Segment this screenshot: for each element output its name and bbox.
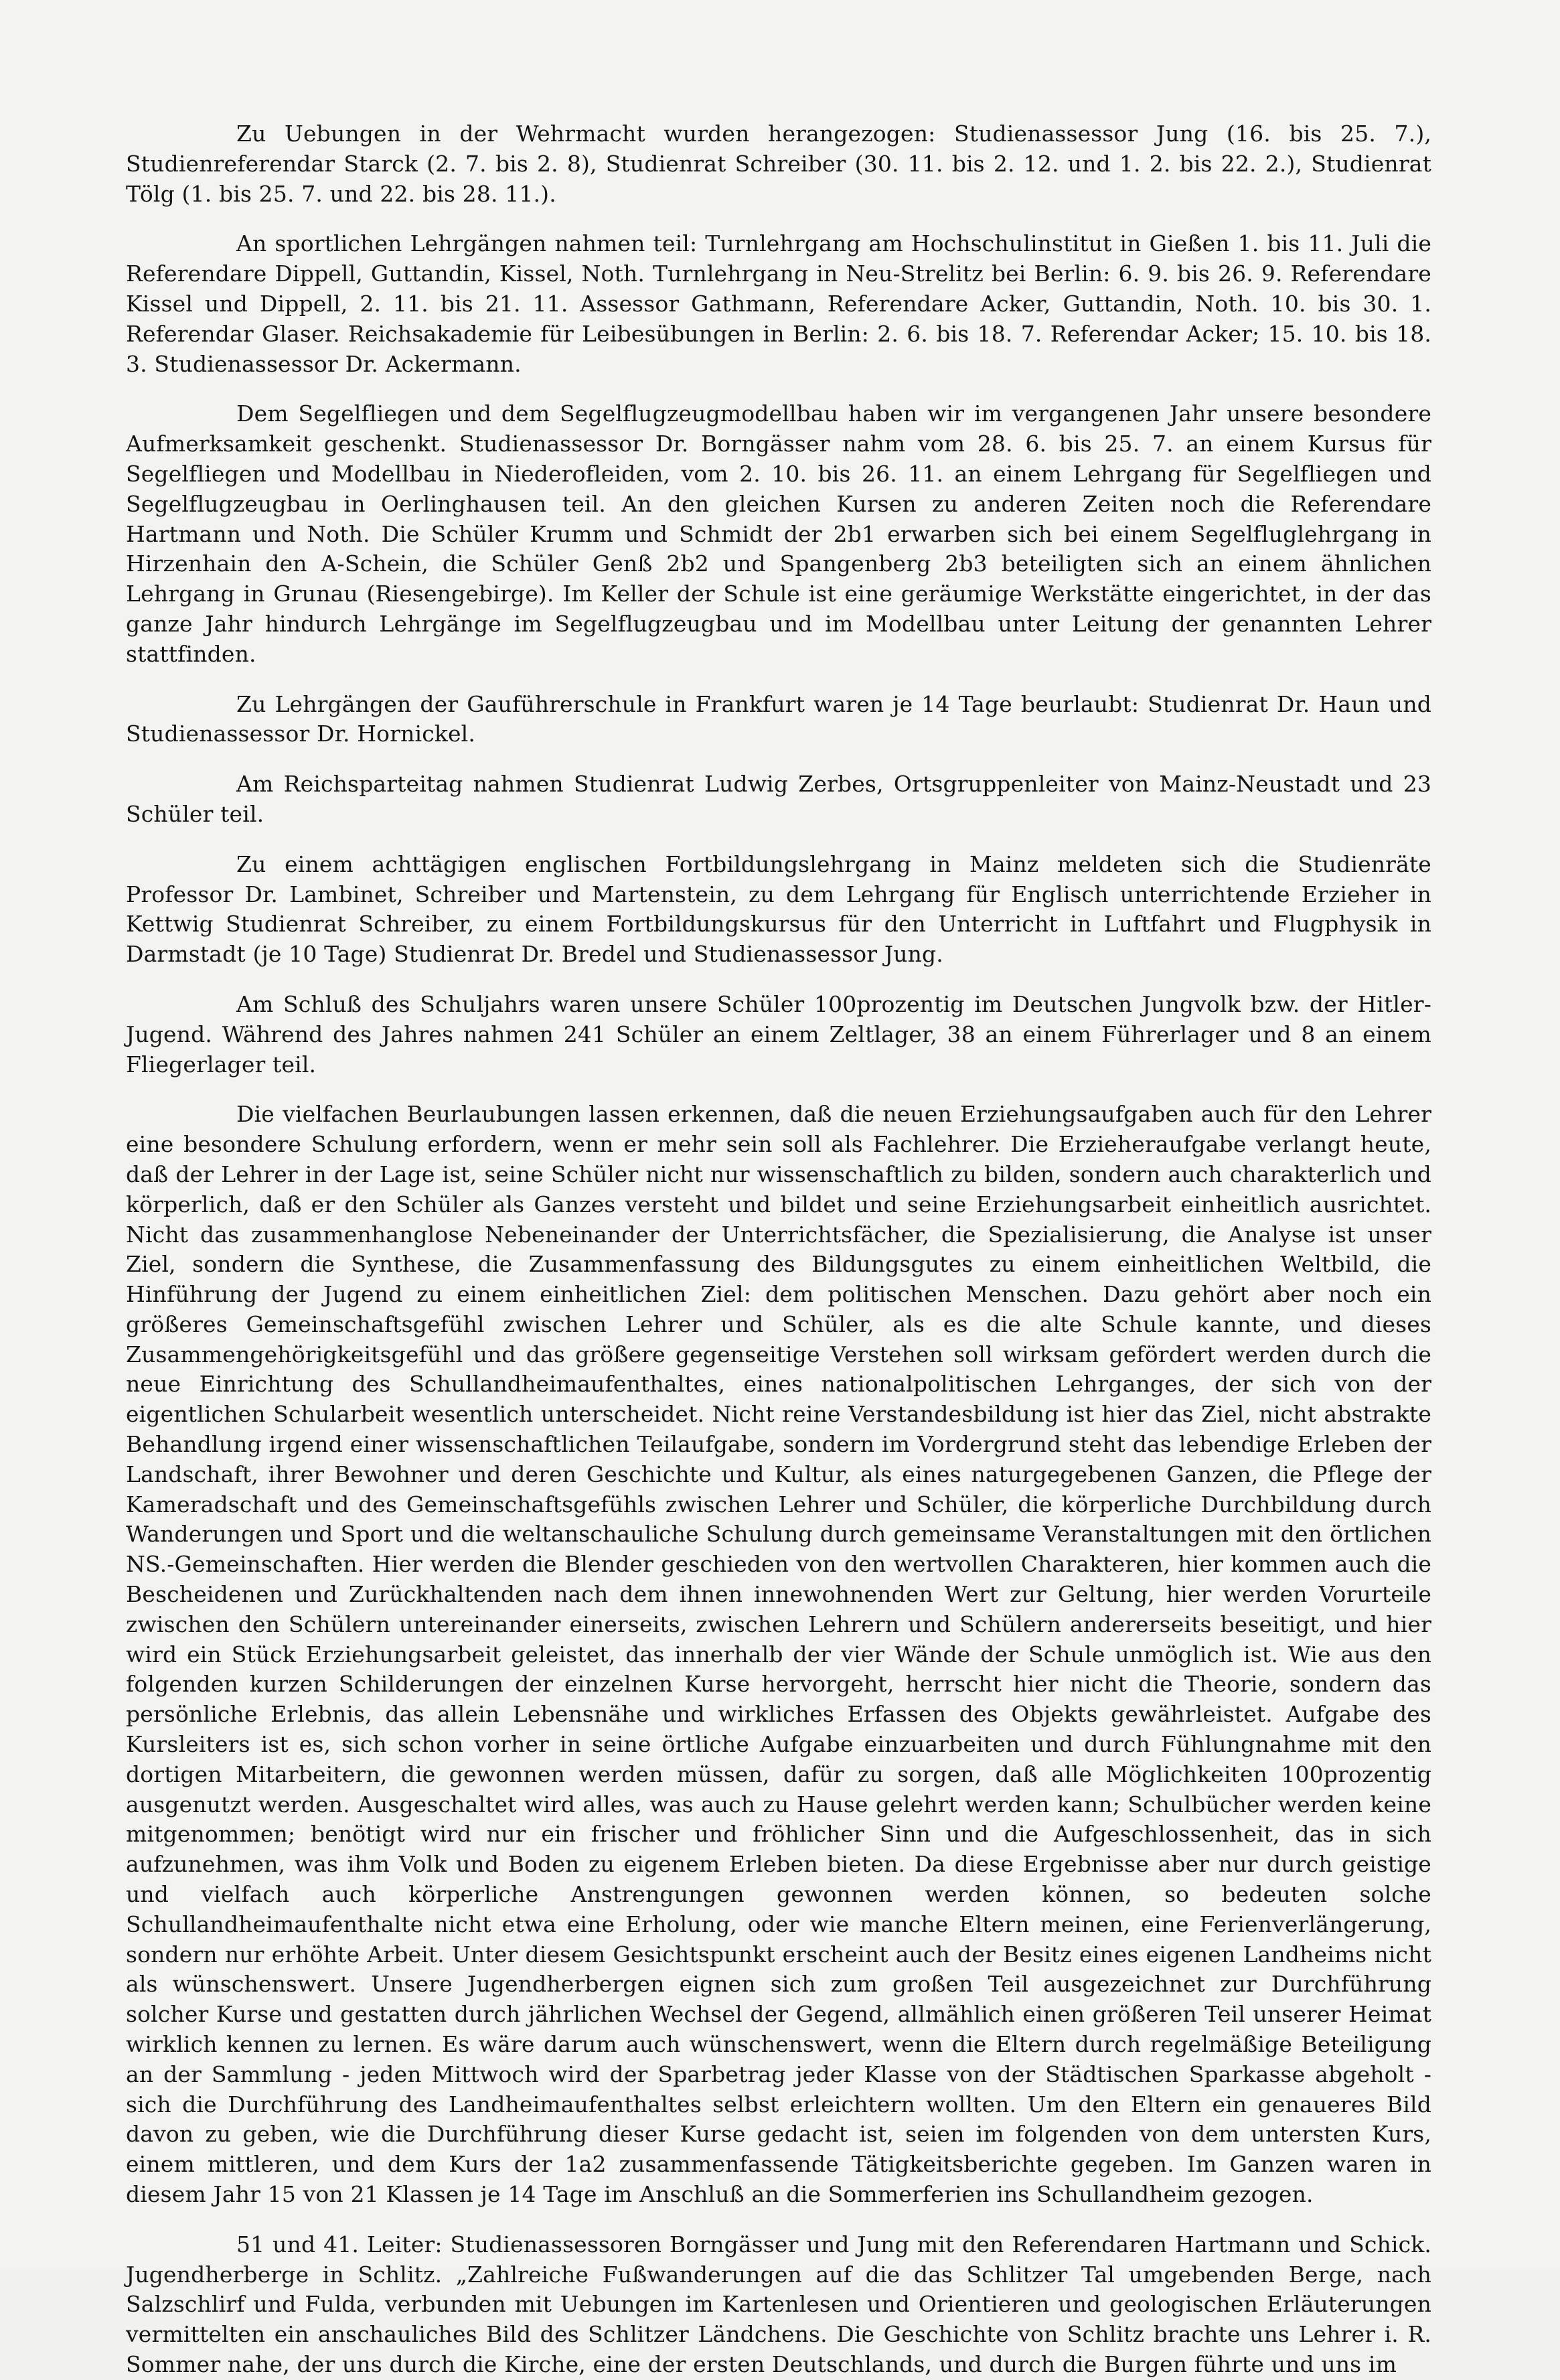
paragraph-sports-courses: An sportlichen Lehrgängen nahmen teil: Turnlehrgang am Hochschulinstitut in Gießen 1. bis 11. Juli die Referendare Dippell, Guttandin, Kissel, Noth. Turnlehrgang in Neu-Strelitz bei Berlin: 6. 9. bis 26. 9. Referendare Kissel und Dippell, 2. 11. bis 21. 11. Assessor Gathmann, Referendare Acker, Guttandin, Noth. 10. bis 30. 1. Referendar Glaser. Reichsakademie für Leibesübungen in Berlin: 2. 6. bis 18. 7. Referendar Acker; 15. 10. bis 18. 3. Studienassessor Dr. Ackermann.	[126, 230, 1431, 377]
paragraph-party-rally: Am Reichsparteitag nahmen Studienrat Ludwig Zerbes, Ortsgruppenleiter von Mainz-Neustadt und 23 Schüler teil.	[126, 771, 1431, 827]
paragraph-gau-leader-school: Zu Lehrgängen der Gauführerschule in Frankfurt waren je 14 Tage beurlaubt: Studienrat Dr. Haun und Studienassessor Dr. Hornickel.	[126, 690, 1431, 747]
paragraph-schlitz-report: 51 und 41. Leiter: Studienassessoren Borngässer und Jung mit den Referendaren Hartmann und Schick. Jugendherberge in Schlitz. „Zahlreiche Fußwanderungen auf die das Schlitzer Tal umgebenden Berge, nach Salzschlirf und Fulda, verbunden mit Uebungen im Kartenlesen und Orientieren und geologischen Erläuterungen vermittelten ein anschauliches Bild des Schlitzer Ländchens. Die Geschichte von Schlitz brachte uns Lehrer i. R. Sommer nahe, der uns durch die Kirche, eine der ersten Deutschlands, und durch die Burgen führte und uns im	[126, 2231, 1431, 2377]
paragraph-school-country-home: Die vielfachen Beurlaubungen lassen erkennen, daß die neuen Erziehungsaufgaben auch für den Lehrer eine besondere Schulung erfordern, wenn er mehr sein soll als Fachlehrer. Die Erzieheraufgabe verlangt heute, daß der Lehrer in der Lage ist, seine Schüler nicht nur wissenschaftlich zu bilden, sondern auch charakterlich und körperlich, daß er den Schüler als Ganzes versteht und bildet und seine Erziehungsarbeit einheitlich ausrichtet. Nicht das zusammenhanglose Nebeneinander der Unterrichtsfächer, die Spezialisierung, die Analyse ist unser Ziel, sondern die Synthese, die Zusammenfassung des Bildungsgutes zu einem einheitlichen Weltbild, die Hinführung der Jugend zu einem einheitlichen Ziel: dem politischen Menschen. Dazu gehört aber noch ein größeres Gemeinschaftsgefühl zwischen Lehrer und Schüler, als es die alte Schule kannte, und dieses Zusammengehörigkeitsgefühl und das größere gegenseitige Verstehen soll wirksam gefördert werden durch die neue Einrichtung des Schullandheimaufenthaltes, eines nationalpolitischen Lehrganges, der sich von der eigentlichen Schularbeit wesentlich unterscheidet. Nicht reine Verstandesbildung ist hier das Ziel, nicht abstrakte Behandlung irgend einer wissenschaftlichen Teilaufgabe, sondern im Vordergrund steht das lebendige Erleben der Landschaft, ihrer Bewohner und deren Geschichte und Kultur, als eines naturgegebenen Ganzen, die Pflege der Kameradschaft und des Gemeinschaftsgefühls zwischen Lehrer und Schüler, die körperliche Durchbildung durch Wanderungen und Sport und die weltanschauliche Schulung durch gemeinsame Veranstaltungen mit den örtlichen NS.-Gemeinschaften. Hier werden die Blender geschieden von den wertvollen Charakteren, hier kommen auch die Bescheidenen und Zurückhaltenden nach dem ihnen innewohnenden Wert zur Geltung, hier werden Vorurteile zwischen den Schülern untereinander einerseits, zwischen Lehrern und Schülern andererseits beseitigt, und hier wird ein Stück Erziehungsarbeit geleistet, das innerhalb der vier Wände der Schule unmöglich ist. Wie aus den folgenden kurzen Schilderungen der einzelnen Kurse hervorgeht, herrscht hier nicht die Theorie, sondern das persönliche Erlebnis, das allein Lebensnähe und wirkliches Erfassen des Objekts gewährleistet. Aufgabe des Kursleiters ist es, sich schon vorher in seine örtliche Aufgabe einzuarbeiten und durch Fühlungnahme mit den dortigen Mitarbeitern, die gewonnen werden müssen, dafür zu sorgen, daß alle Möglichkeiten 100prozentig ausgenutzt werden. Ausgeschaltet wird alles, was auch zu Hause gelehrt werden kann; Schulbücher werden keine mitgenommen; benötigt wird nur ein frischer und fröhlicher Sinn und die Aufgeschlossenheit, das in sich aufzunehmen, was ihm Volk und Boden zu eigenem Erleben bieten. Da diese Ergebnisse aber nur durch geistige und vielfach auch körperliche Anstrengungen gewonnen werden können, so bedeuten solche Schullandheimaufenthalte nicht etwa eine Erholung, oder wie manche Eltern meinen, eine Ferienverlängerung, sondern nur erhöhte Arbeit. Unter diesem Gesichtspunkt erscheint auch der Besitz eines eigenen Landheims nicht als wünschenswert. Unsere Jugendherbergen eignen sich zum großen Teil ausgezeichnet zur Durchführung solcher Kurse und gestatten durch jährlichen Wechsel der Gegend, allmählich einen größeren Teil unserer Heimat wirklich kennen zu lernen. Es wäre darum auch wünschenswert, wenn die Eltern durch regelmäßige Beteiligung an der Sammlung - jeden Mittwoch wird der Sparbetrag jeder Klasse von der Städtischen Sparkasse abgeholt - sich die Durchführung des Landheimaufenthaltes selbst erleichtern wollten. Um den Eltern ein genaueres Bild davon zu geben, wie die Durchführung dieser Kurse gedacht ist, seien im folgenden von dem untersten Kurs, einem mittleren, und dem Kurs der 1a2 zusammenfassende Tätigkeitsberichte gegeben. Im Ganzen waren in diesem Jahr 15 von 21 Klassen je 14 Tage im Anschluß an die Sommerferien ins Schullandheim gezogen.	[126, 1101, 1431, 2207]
document-body	[126, 119, 1431, 2380]
paragraph-gliding: Dem Segelfliegen und dem Segelflugzeugmodellbau haben wir im vergangenen Jahr unsere besondere Aufmerksamkeit geschenkt. Studienassessor Dr. Borngässer nahm vom 28. 6. bis 25. 7. an einem Kursus für Segelfliegen und Modellbau in Niederofleiden, vom 2. 10. bis 26. 11. an einem Lehrgang für Segelfliegen und Segelflugzeugbau in Oerlinghausen teil. An den gleichen Kursen zu anderen Zeiten noch die Referendare Hartmann und Noth. Die Schüler Krumm und Schmidt der 2b1 erwarben sich bei einem Segelfluglehrgang in Hirzenhain den A-Schein, die Schüler Genß 2b2 und Spangenberg 2b3 beteiligten sich an einem ähnlichen Lehrgang in Grunau (Riesengebirge). Im Keller der Schule ist eine geräumige Werkstätte eingerichtet, in der das ganze Jahr hindurch Lehrgänge im Segelflugzeugbau und im Modellbau unter Leitung der genannten Lehrer stattfinden.	[126, 400, 1431, 667]
paragraph-english-courses: Zu einem achttägigen englischen Fortbildungslehrgang in Mainz meldeten sich die Studienräte Professor Dr. Lambinet, Schreiber und Martenstein, zu dem Lehrgang für Englisch unterrichtende Erzieher in Kettwig Studienrat Schreiber, zu einem Fortbildungskursus für den Unterricht in Luftfahrt und Flugphysik in Darmstadt (je 10 Tage) Studienrat Dr. Bredel und Studienassessor Jung.	[126, 850, 1431, 968]
paragraph-youth-membership: Am Schluß des Schuljahrs waren unsere Schüler 100prozentig im Deutschen Jungvolk bzw. der Hitler-Jugend. Während des Jahres nahmen 241 Schüler an einem Zeltlager, 38 an einem Führerlager und 8 an einem Fliegerlager teil.	[126, 990, 1431, 1077]
paragraph-wehrmacht-exercises: Zu Uebungen in der Wehrmacht wurden herangezogen: Studienassessor Jung (16. bis 25. 7.), Studienreferendar Starck (2. 7. bis 2. 8), Studienrat Schreiber (30. 11. bis 2. 12. und 1. 2. bis 22. 2.), Studienrat Tölg (1. bis 25. 7. und 22. bis 28. 11.).	[126, 121, 1431, 207]
